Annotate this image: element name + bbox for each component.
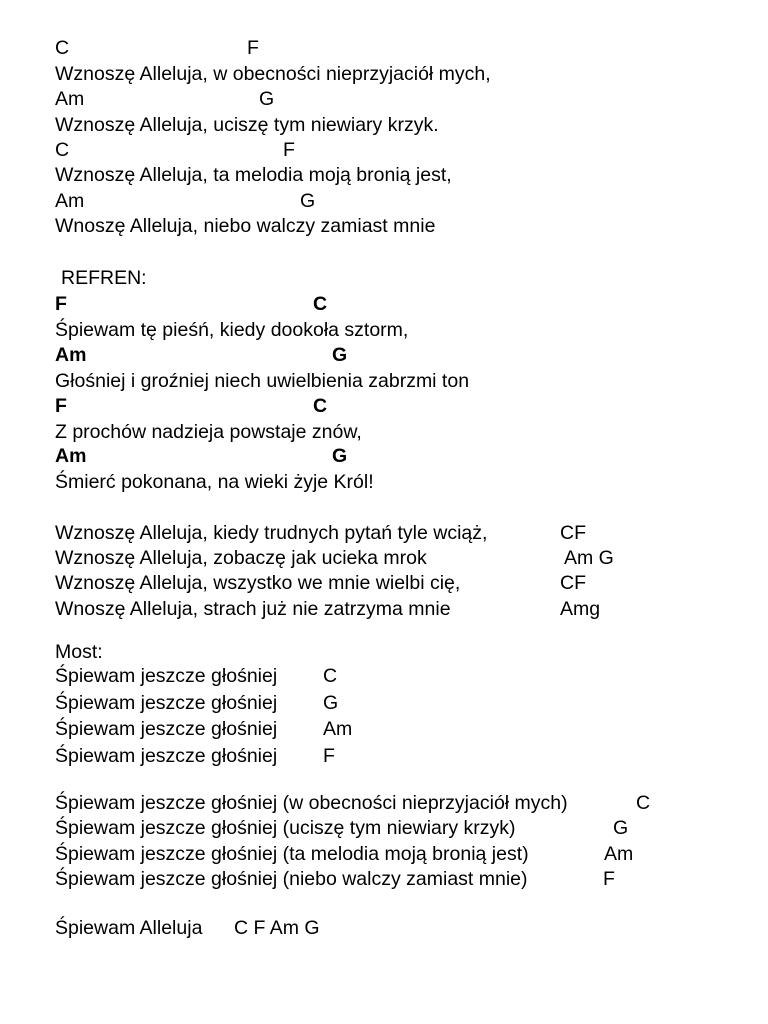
chord: Amg — [560, 598, 601, 620]
section-heading: Most: — [55, 641, 103, 663]
lyric-line: Wznoszę Alleluja, zobaczę jak ucieka mrok — [55, 547, 427, 569]
chord: C F Am G — [234, 917, 320, 939]
chord: G — [300, 190, 316, 212]
lyric-line: Wznoszę Alleluja, uciszę tym niewiary krzyk. — [55, 114, 439, 136]
section-heading: REFREN: — [61, 267, 147, 289]
chord: F — [247, 37, 259, 59]
chord: G — [332, 445, 348, 467]
lyric-line: Głośniej i groźniej niech uwielbienia zabrzmi ton — [55, 370, 470, 392]
lyric-line: Wnoszę Alleluja, strach już nie zatrzyma mnie — [55, 598, 451, 620]
chord: C — [55, 139, 70, 161]
chord: F — [323, 745, 335, 767]
chord: G — [332, 344, 348, 366]
chord: Am — [55, 445, 87, 467]
chord: C — [313, 293, 328, 315]
lyric-line: Wznoszę Alleluja, ta melodia moją bronią jest, — [55, 164, 452, 186]
lyric-line: Wznoszę Alleluja, wszystko we mnie wielbi cię, — [55, 572, 461, 594]
chord: Am G — [564, 547, 614, 569]
chord: C — [55, 37, 70, 59]
lyric-line: Śpiewam jeszcze głośniej — [55, 665, 278, 687]
chord: F — [55, 293, 67, 315]
lyric-line: Śpiewam jeszcze głośniej (w obecności nieprzyjaciół mych) — [55, 792, 568, 814]
lyric-line: Śpiewam Alleluja — [55, 917, 203, 939]
chord: C — [313, 395, 328, 417]
lyric-line: Wnoszę Alleluja, niebo walczy zamiast mnie — [55, 215, 436, 237]
lyric-line: Śpiewam jeszcze głośniej — [55, 745, 278, 767]
chord: G — [259, 88, 275, 110]
chord: F — [603, 868, 615, 890]
chord: G — [613, 817, 629, 839]
chord: CF — [560, 522, 586, 544]
lyric-line: Śpiewam jeszcze głośniej (ta melodia moją bronią jest) — [55, 843, 529, 865]
lyric-line: Śpiewam jeszcze głośniej — [55, 692, 278, 714]
lyric-line: Wznoszę Alleluja, kiedy trudnych pytań tyle wciąż, — [55, 522, 488, 544]
chord: Am — [323, 718, 353, 740]
chord: C — [636, 792, 651, 814]
lyric-line: Śpiewam jeszcze głośniej (uciszę tym niewiary krzyk) — [55, 817, 516, 839]
lyric-line: Z prochów nadzieja powstaje znów, — [55, 421, 362, 443]
lyric-line: Śpiewam jeszcze głośniej (niebo walczy zamiast mnie) — [55, 868, 528, 890]
chord: Am — [55, 190, 85, 212]
chord: C — [323, 665, 338, 687]
lyric-line: Śpiewam tę pieśń, kiedy dookoła sztorm, — [55, 319, 409, 341]
lyric-line: Wznoszę Alleluja, w obecności nieprzyjaciół mych, — [55, 63, 491, 85]
chord: Am — [55, 344, 87, 366]
chord: F — [283, 139, 295, 161]
chord: G — [323, 692, 339, 714]
chord: Am — [55, 88, 85, 110]
chord: CF — [560, 572, 586, 594]
lyric-line: Śmierć pokonana, na wieki żyje Król! — [55, 471, 374, 493]
lyric-line: Śpiewam jeszcze głośniej — [55, 718, 278, 740]
chord: F — [55, 395, 67, 417]
chord: Am — [604, 843, 634, 865]
